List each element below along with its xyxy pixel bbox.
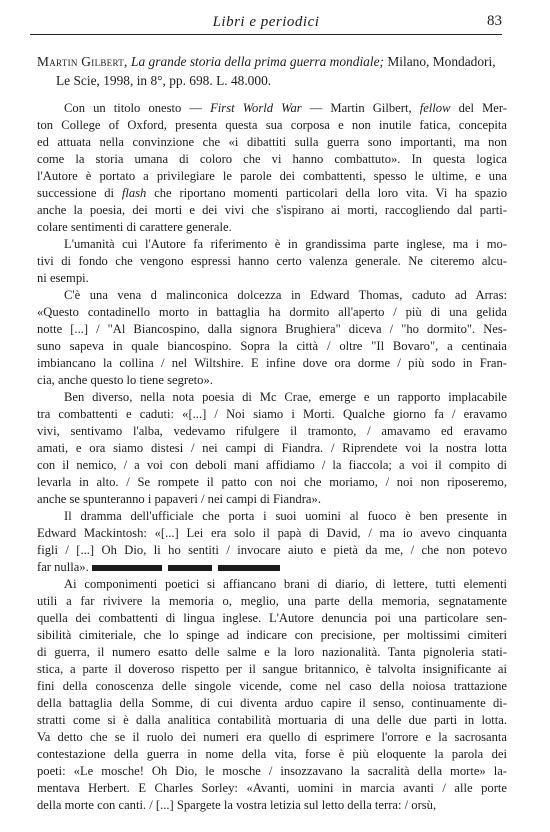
ref-publisher: Milano, Mondadori, <box>387 54 496 69</box>
scan-artifact-mark <box>92 565 162 571</box>
text-line: amati, e ora siamo distesi / nei campi di Fiandra. / Riprendete voi la nostra lotta <box>37 441 507 455</box>
page-number: 83 <box>487 13 502 29</box>
text-line: levarla in alto. / Se rompete il patto con noi che moriamo, / noi non riposeremo, <box>37 475 507 489</box>
ref-author: Martin Gilbert, <box>37 54 128 69</box>
text-line: C'è una vena d malinconica dolcezza in Edward Thomas, caduto ad Arras: <box>64 288 507 302</box>
text-line: successione di flash che riportano momenti particolari della loro vita. Vi ha spazio <box>37 186 507 200</box>
text-line: anche se spunteranno i papaveri / nei campi di Fiandra». <box>37 492 321 506</box>
paragraph <box>37 389 507 508</box>
text-line: Ben diverso, nella nota poesia di Mc Crae, emerge e un rapporto implacabile <box>64 390 507 404</box>
text-line: «Questo contadinello morto in battaglia ha dormito all'aperto / più di una gelida <box>37 305 507 319</box>
text-line: quella dei combattenti di lingua inglese. L'Autore denuncia poi una particolare sen- <box>37 611 507 625</box>
italic-term: First World War <box>210 101 302 115</box>
text-line: stratti come si è dalla analitica contabilità mortuaria di una delle due parti in lotta. <box>37 713 507 727</box>
text-line: della morte con canti. / [...] Spargete la vostra letizia sul letto della terra: / orsù, <box>37 798 437 812</box>
text-line: ed attuata nella convinzione che «i dibattiti sulla guerra sono importanti, ma non <box>37 135 507 149</box>
ref-title: La grande storia della prima guerra mondiale; <box>131 54 384 69</box>
text-line: Edward Mackintosh: «[...] Lei era solo il papà di David, / ma io avevo cinquanta <box>37 526 507 540</box>
text-line: imbiancano la collina / nel Wiltshire. E infine dove ora dorme / più sodo in Fran- <box>37 356 507 370</box>
text-line: della battaglia della Somme, di cui diventa arduo capire il senso, continuamente di- <box>37 696 507 710</box>
text-line: l'Autore è portato a privilegiare le parole dei combattenti, spesso le ultime, e una <box>37 169 507 183</box>
text-line: tra combattenti e caduti: «[...] / Noi siamo i Morti. Qualche giorno fa / eravamo <box>37 407 507 421</box>
text-line: fini della conoscenza delle singole vicende, come nel caso della noiosa trattazione <box>37 679 507 693</box>
text-line: colare sentimenti di carattere generale. <box>37 220 232 234</box>
running-head-title: Libri e periodici <box>212 14 320 30</box>
text-line: Va detto che se il ruolo dei numeri era quello di esprimere l'orrore e la sacrosanta <box>37 730 507 744</box>
text-line: contestazione della guerra in nome della vita, forse è più eloquente la parola dei <box>37 747 507 761</box>
text-line: Ai componimenti poetici si affiancano brani di diario, di lettere, tutti elementi <box>64 577 507 591</box>
text-line: ni esempi. <box>37 271 89 285</box>
italic-term: fellow <box>419 101 451 115</box>
text-line: mentava Herbert. E Charles Sorley: «Avanti, uomini in marcia avanti / alle porte <box>37 781 507 795</box>
paragraph <box>37 508 507 576</box>
text-line: di guerra, il numero esatto delle salme e la loro nazionalità. Tanta pignoleria stati- <box>37 645 507 659</box>
paragraph <box>37 287 507 389</box>
italic-term: flash <box>121 186 147 200</box>
paragraphs <box>37 100 507 814</box>
text-line: stica, a parte il doveroso rispetto per il sangue britannico, è talvolta insignificante ai <box>37 662 507 676</box>
text-line: poeti: «Le mosche! Oh Dio, le mosche / insozzavano la sacralità della morte» la- <box>37 764 507 778</box>
text-line: utili a far rivivere la memoria o, meglio, una parte della memoria, segnatamente <box>37 594 507 608</box>
text-line: sibilità cimiteriale, che lo spinge ad indicare con precisione, per moltissimi cimiteri <box>37 628 507 642</box>
text-line: Il dramma dell'ufficiale che porta i suoi uomini al fuoco è ben presente in <box>64 509 507 523</box>
text-line: Con un titolo onesto — First World War — Martin Gilbert, fellow del Mer- <box>64 101 507 115</box>
text-line: ton College of Oxford, presenta questa sua corposa e non inutile fatica, concepita <box>37 118 507 132</box>
text-line: anche la poesia, dei morti e dei vivi che s'ispirano ai morti, raccogliendo dal parti- <box>37 203 507 217</box>
text-line: notte [...] / "Al Biancospino, dalla signora Brughiera" diceva / "ho dormito". Nes- <box>37 322 507 336</box>
text-line: tivi di fondo che vengono espressi hanno certo valenza generale. Ne citeremo alcu- <box>37 254 507 268</box>
scan-artifact-mark <box>218 565 280 571</box>
text-line: suno sapeva in quale biancospino. Sopra la città / oltre "Il Bovaro", a centinaia <box>37 339 507 353</box>
text-line: con il nemico, / a voi con deboli mani affidiamo / la fiaccola; a voi il compito di <box>37 458 507 472</box>
text-line: vivi, sentivamo l'alba, vedevamo rifulgere il tramonto, / amavamo ed eravamo <box>37 424 507 438</box>
bibliographic-reference <box>37 52 505 90</box>
review-body <box>37 100 507 814</box>
text-line: cia, anche questo lo tiene segreto». <box>37 373 213 387</box>
scan-artifact-mark <box>168 565 212 571</box>
text-line: figli / [...] Oh Dio, li ho sentiti / invocare aiuto e pietà da me, / che non potevo <box>37 543 507 557</box>
text-line: far nulla». <box>37 559 507 576</box>
paragraph <box>37 100 507 236</box>
text-line: L'umanità cui l'Autore fa riferimento è in grandissima parte inglese, ma i mo- <box>64 237 507 251</box>
paragraph <box>37 576 507 814</box>
ref-details: Le Scie, 1998, in 8°, pp. 698. L. 48.000. <box>56 73 272 88</box>
running-head <box>30 12 502 35</box>
text-line: come la storia umana di coloro che vi hanno combattuto». In questa logica <box>37 152 507 166</box>
paragraph <box>37 236 507 287</box>
